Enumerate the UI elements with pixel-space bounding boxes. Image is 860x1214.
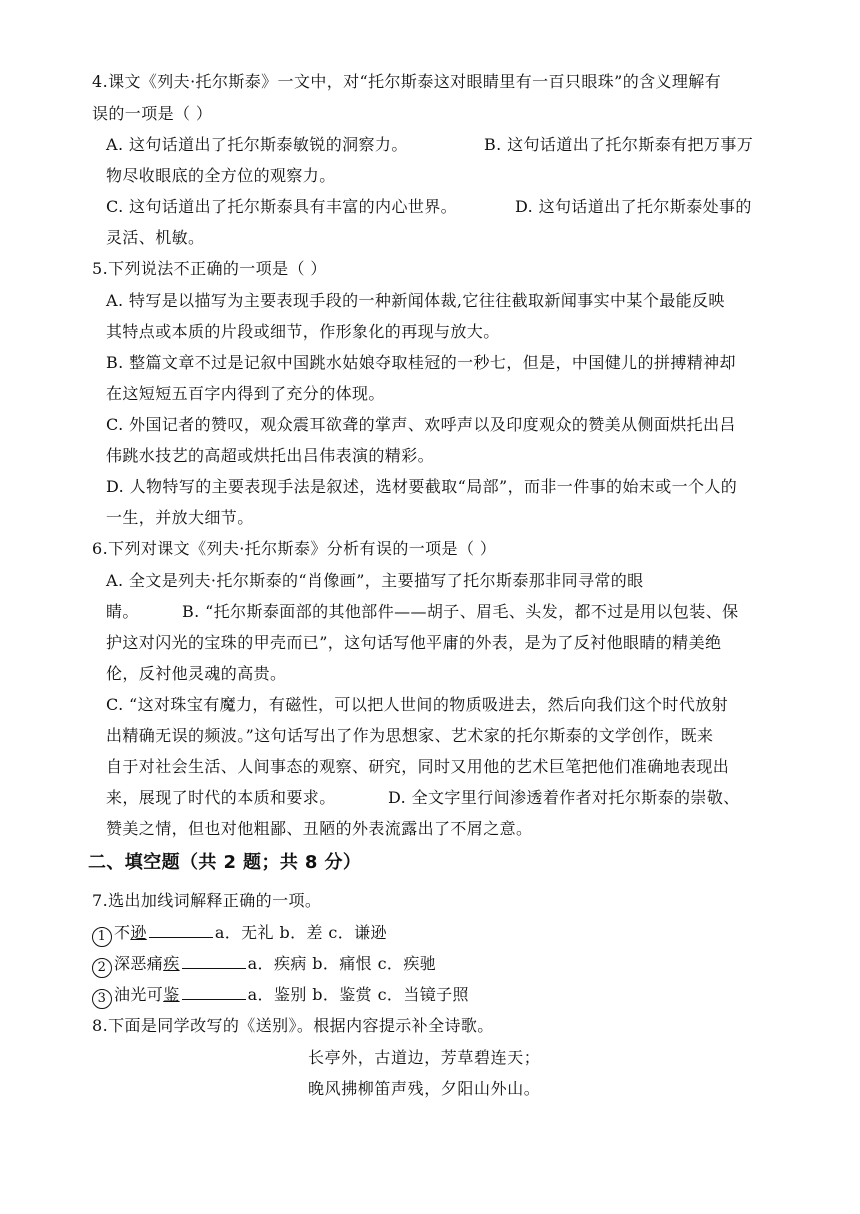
q7-item-prefix: 深恶痛 [114, 954, 164, 973]
q4-option-c: C. 这句话道出了托尔斯泰具有丰富的内心世界。 [106, 197, 458, 216]
answer-blank[interactable] [182, 953, 246, 969]
q7-stem: 7.选出加线词解释正确的一项。 [92, 891, 322, 910]
underlined-word: 逊 [130, 923, 147, 942]
q6-option-b-line2: 护这对闪光的宝珠的甲壳而已”，这句话写他平庸的外表，是为了反衬他眼睛的精美绝 [106, 633, 722, 652]
poem-line-2: 晚风拂柳笛声残，夕阳山外山。 [308, 1079, 541, 1098]
q6-option-c-line3: 自于对社会生活、人间事态的观察、研究，同时又用他的艺术巨笔把他们准确地表现出 [106, 757, 730, 776]
q5-option-a-line2: 其特点或本质的片段或细节，作形象化的再现与放大。 [106, 322, 500, 341]
q6-option-a-line1: A. 全文是列夫·托尔斯泰的“肖像画”，主要描写了托尔斯泰那非同寻常的眼 [106, 571, 644, 590]
q7-item-prefix: 不 [114, 923, 131, 942]
underlined-word: 鉴 [163, 985, 180, 1004]
underlined-word: 疾 [163, 954, 180, 973]
q7-item-options: a．无礼 b．差 c．谦逊 [214, 923, 387, 942]
q4-stem-line1: 4.课文《列夫·托尔斯泰》一文中，对“托尔斯泰这对眼睛里有一百只眼珠”的含义理解有 [92, 72, 722, 91]
q8-stem: 8.下面是同学改写的《送别》。根据内容提示补全诗歌。 [92, 1016, 494, 1035]
q5-option-b-line1: B. 整篇文章不过是记叙中国跳水姑娘夺取桂冠的一秒七，但是，中国健儿的拼搏精神却 [106, 353, 736, 372]
circled-number: 3 [92, 989, 112, 1009]
answer-blank[interactable] [182, 984, 246, 1000]
q5-option-d-line1: D. 人物特写的主要表现手法是叙述，选材要截取“局部”，而非一件事的始末或一个人的 [106, 477, 738, 496]
q6-option-b-line1: B. “托尔斯泰面部的其他部件——胡子、眉毛、头发，都不过是用以包装、保 [182, 602, 739, 621]
q6-option-c-line1: C. “这对珠宝有魔力，有磁性，可以把人世间的物质吸进去，然后向我们这个时代放射 [106, 695, 729, 714]
q4-option-b-line2: 物尽收眼底的全方位的观察力。 [106, 166, 336, 185]
q7-item-prefix: 油光可 [114, 985, 164, 1004]
q7-item [92, 922, 387, 947]
poem-line-1: 长亭外，古道边，芳草碧连天； [308, 1048, 541, 1067]
q4-option-b-line1: B. 这句话道出了托尔斯泰有把万事万 [484, 135, 754, 154]
q6-option-b-line3: 伦，反衬他灵魂的高贵。 [106, 664, 287, 683]
section-heading: 二、填空题（共 2 题；共 8 分） [88, 852, 362, 873]
q6-option-d-line2: 赞美之情，但也对他粗鄙、丑陋的外表流露出了不屑之意。 [106, 819, 533, 838]
q7-item [92, 953, 436, 978]
q6-option-c-line4: 来，展现了时代的本质和要求。 [106, 788, 336, 807]
q5-option-d-line2: 一生，并放大细节。 [106, 508, 254, 527]
answer-blank[interactable] [149, 922, 213, 938]
q4-option-a: A. 这句话道出了托尔斯泰敏锐的洞察力。 [106, 135, 408, 154]
q5-option-b-line2: 在这短短五百字内得到了充分的体现。 [106, 384, 385, 403]
q5-option-c-line1: C. 外国记者的赞叹，观众震耳欲聋的掌声、欢呼声以及印度观众的赞美从侧面烘托出吕 [106, 415, 736, 434]
q6-stem: 6.下列对课文《列夫·托尔斯泰》分析有误的一项是（ ） [92, 539, 497, 558]
q5-option-a-line1: A. 特写是以描写为主要表现手段的一种新闻体裁,它往往截取新闻事实中某个最能反映 [106, 291, 725, 310]
q4-option-d-line1: D. 这句话道出了托尔斯泰处事的 [515, 197, 752, 216]
q4-stem-line2: 误的一项是（ ） [92, 104, 213, 123]
q7-item-options: a．鉴别 b．鉴赏 c．当镜子照 [247, 985, 469, 1004]
circled-number: 1 [92, 927, 112, 947]
q4-option-d-line2: 灵活、机敏。 [106, 228, 205, 247]
q5-stem: 5.下列说法不正确的一项是（ ） [92, 259, 327, 278]
circled-number: 2 [92, 958, 112, 978]
q5-option-c-line2: 伟跳水技艺的高超或烘托出吕伟表演的精彩。 [106, 446, 435, 465]
q7-item-options: a．疾病 b．痛恨 c．疾驰 [247, 954, 437, 973]
q6-option-c-line2: 出精确无误的频波。”这句话写出了作为思想家、艺术家的托尔斯泰的文学创作，既来 [106, 726, 714, 745]
q6-option-d-line1: D. 全文字里行间渗透着作者对托尔斯泰的崇敬、 [388, 788, 740, 807]
q6-option-a-line2: 睛。 [106, 602, 139, 621]
q7-item [92, 984, 469, 1009]
